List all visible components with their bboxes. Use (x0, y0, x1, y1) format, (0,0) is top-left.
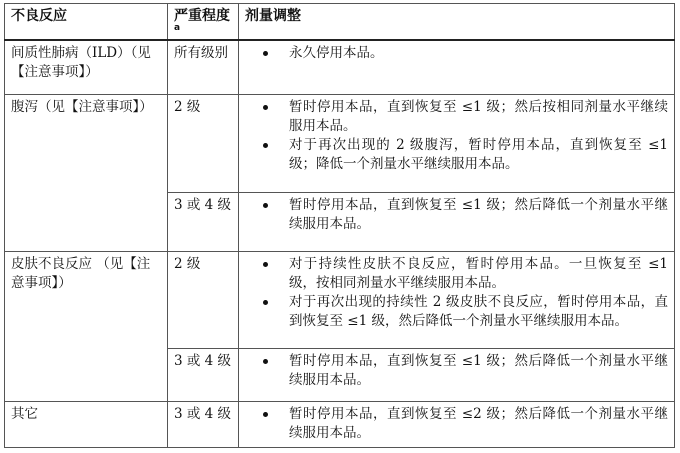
reaction-cell: 间质性肺病（ILD）（见【注意事项】） (5, 40, 168, 95)
table-row (5, 40, 675, 95)
table-header-row (5, 4, 675, 40)
action-item (289, 405, 668, 443)
action-text: 对于再次出现的持续性 2 级皮肤不良反应，暂时停用本品，直到恢复至 ≤1 级，然后降低一个剂量水平继续服用本品。 (289, 294, 668, 329)
bullet-icon (263, 143, 268, 148)
severity-cell: 3 或 4 级 (168, 402, 239, 448)
severity-cell: 2 级 (168, 95, 239, 193)
action-item (289, 196, 668, 234)
bullet-icon (263, 359, 268, 364)
header-severity (168, 4, 239, 40)
action-text: 对于持续性皮肤不良反应，暂时停用本品。一旦恢复至 ≤1 级，按相同剂量水平继续服用本品。 (289, 256, 668, 291)
severity-cell: 3 或 4 级 (168, 193, 239, 252)
table-row (5, 252, 675, 349)
action-item (289, 293, 668, 331)
adjustment-cell (239, 402, 675, 448)
severity-footnote-marker: a (174, 23, 181, 33)
table-row (5, 402, 675, 448)
action-text: 暂时停用本品，直到恢复至 ≤1 级；然后按相同剂量水平继续服用本品。 (289, 99, 668, 134)
action-text: 对于再次出现的 2 级腹泻，暂时停用本品，直到恢复至 ≤1 级；降低一个剂量水平继续服用本品。 (289, 137, 668, 172)
action-text: 暂时停用本品，直到恢复至 ≤1 级；然后降低一个剂量水平继续服用本品。 (289, 353, 668, 388)
adjustment-cell (239, 252, 675, 349)
severity-cell: 3 或 4 级 (168, 349, 239, 402)
action-item (289, 255, 668, 293)
bullet-icon (263, 300, 268, 305)
reaction-cell: 其它 (5, 402, 168, 448)
action-item (289, 44, 668, 63)
adjustment-cell (239, 40, 675, 95)
adjustment-cell (239, 95, 675, 193)
action-text: 暂时停用本品，直到恢复至 ≤1 级；然后降低一个剂量水平继续服用本品。 (289, 197, 668, 232)
header-reaction: 不良反应 (5, 4, 168, 40)
bullet-icon (263, 51, 268, 56)
bullet-icon (263, 412, 268, 417)
action-item (289, 136, 668, 174)
adjustment-cell (239, 193, 675, 252)
adjustment-cell (239, 349, 675, 402)
reaction-cell: 腹泻（见【注意事项】） (5, 95, 168, 252)
bullet-icon (263, 203, 268, 208)
table-row (5, 95, 675, 193)
header-severity-label: 严重程度 (174, 8, 230, 24)
bullet-icon (263, 105, 268, 110)
severity-cell: 所有级别 (168, 40, 239, 95)
dose-adjustment-table (4, 3, 675, 448)
bullet-icon (263, 262, 268, 267)
action-text: 永久停用本品。 (289, 44, 384, 61)
severity-cell: 2 级 (168, 252, 239, 349)
action-text: 暂时停用本品，直到恢复至 ≤2 级；然后降低一个剂量水平继续服用本品。 (289, 406, 668, 441)
reaction-cell: 皮肤不良反应 （见【注意事项】） (5, 252, 168, 402)
header-adjustment: 剂量调整 (239, 4, 675, 40)
action-item (289, 352, 668, 390)
action-item (289, 98, 668, 136)
